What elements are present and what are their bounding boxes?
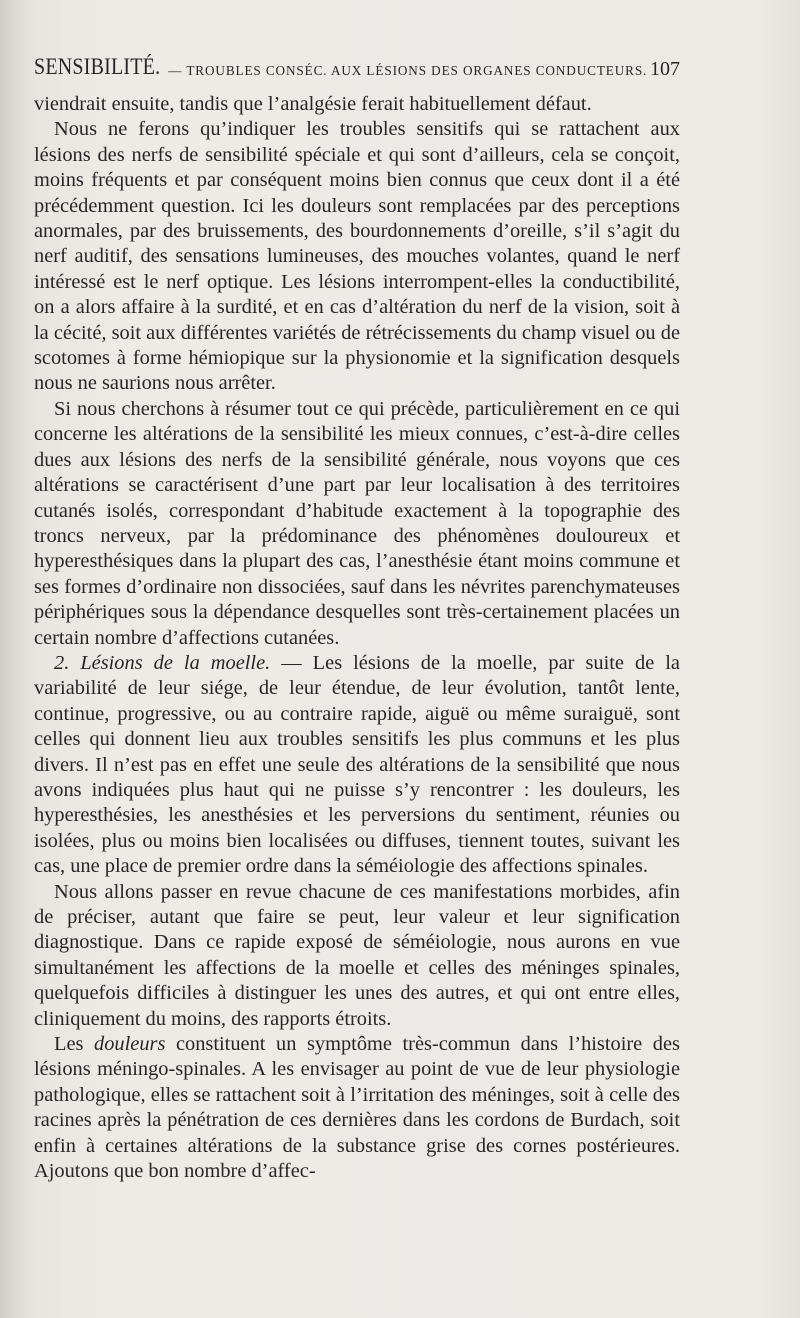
paragraph-text: viendrait ensuite, tandis que l’analgésie ferait habituellement défaut. [34, 93, 592, 115]
book-page [34, 54, 680, 1184]
running-head-subtitle: — TROUBLES CONSÉC. AUX LÉSIONS DES ORGANES CONDUCTEURS. [168, 63, 648, 78]
paragraph-special-sense-nerves [34, 117, 680, 396]
running-head-title: SENSIBILITÉ. [34, 54, 161, 80]
paragraph-text: Nous allons passer en revue chacune de ces manifestations morbides, afin de préciser, autant que faire se peut, leur valeur et leur signification diagnostique. Dans ce rapide exposé de séméiologie, nous aurons en vue simultanément les affections de la moelle et celles des méninges spinales, quelquefois difficiles à distinguer les unes des autres, et qui ont entre elles, cliniquement du moins, des rapports étroits. [34, 880, 680, 1030]
paragraph-review [34, 880, 680, 1032]
paragraph-text: Si nous cherchons à résumer tout ce qui précède, particulièrement en ce qui concerne les altérations de la sensibilité les mieux connues, c’est-à-dire celles dues aux lésions des nerfs de la sensibilité générale, nous voyons que ces altérations se caractérisent d’une part par leur localisation à des territoires cutanés isolés, correspondant d’habitude exactement à la topographie des troncs nerveux, par la prédominance des phénomènes douloureux et hyperesthésiques dans la plupart des cas, l’anesthésie étant moins commune et ses formes d’ordinaire non dissociées, sauf dans les névrites parenchymateuses périphériques sous la dépendance desquelles sont très-certainement placées un certain nombre d’affections cutanées. [34, 397, 680, 649]
running-head [34, 54, 680, 92]
emphasized-term: douleurs [94, 1033, 166, 1056]
page-number: 107 [650, 58, 680, 80]
section-heading: 2. Lésions de la moelle. [54, 651, 271, 674]
paragraph-text: — Les lésions de la moelle, par suite de la variabilité de leur siége, de leur étendue, de leur évolution, tantôt lente, continue, progressive, ou au contraire rapide, aiguë ou même suraiguë, sont celles qui donnent lieu aux troubles sensitifs les plus communs et les plus divers. Il n’est pas en effet une seule des altérations de la sensibilité que nous avons indiquées plus haut qui ne puisse s’y rencontrer : les douleurs, les hyperesthésies, les anesthésies et les perversions du sentiment, réunies ou isolées, plus ou moins bien localisées ou diffuses, tiennent toutes, suivant les cas, une place de premier ordre dans la séméiologie des affections spinales. [34, 651, 680, 878]
paragraph-text: constituent un symptôme très-commun dans l’histoire des lésions méningo-spinales. A les envisager au point de vue de leur physiologie pathologique, elles se rattachent soit à l’irritation des méninges, soit à celle des racines après la pénétration de ces dernières dans les cordons de Burdach, soit enfin à certaines altérations de la substance grise des cornes postérieures. Ajoutons que bon nombre d’affec- [34, 1033, 680, 1183]
paragraph-continuation [34, 92, 680, 117]
paragraph-pains [34, 1032, 680, 1184]
paragraph-lead: Les [54, 1033, 95, 1056]
body-text [34, 92, 680, 1184]
paragraph-spinal-cord-lesions [34, 651, 680, 880]
paragraph-text: Nous ne ferons qu’indiquer les troubles sensitifs qui se rattachent aux lésions des nerfs de sensibilité spéciale et qui sont d’ailleurs, cela se conçoit, moins fréquents et par conséquent moins bien connus que ceux dont il a été précédemment question. Ici les douleurs sont remplacées par des perceptions anormales, par des bruissements, des bourdonnements d’oreille, s’il s’agit du nerf auditif, des sensations lumineuses, des mouches volantes, quand le nerf intéressé est le nerf optique. Les lésions interrompent-elles la conductibilité, on a alors affaire à la surdité, et en cas d’altération du nerf de la vision, soit à la cécité, soit aux différentes variétés de rétrécissements du champ visuel ou de scotomes à forme hémiopique sur la physionomie et la signification desquels nous ne saurions nous arrêter. [34, 118, 680, 395]
paragraph-summary [34, 397, 680, 651]
